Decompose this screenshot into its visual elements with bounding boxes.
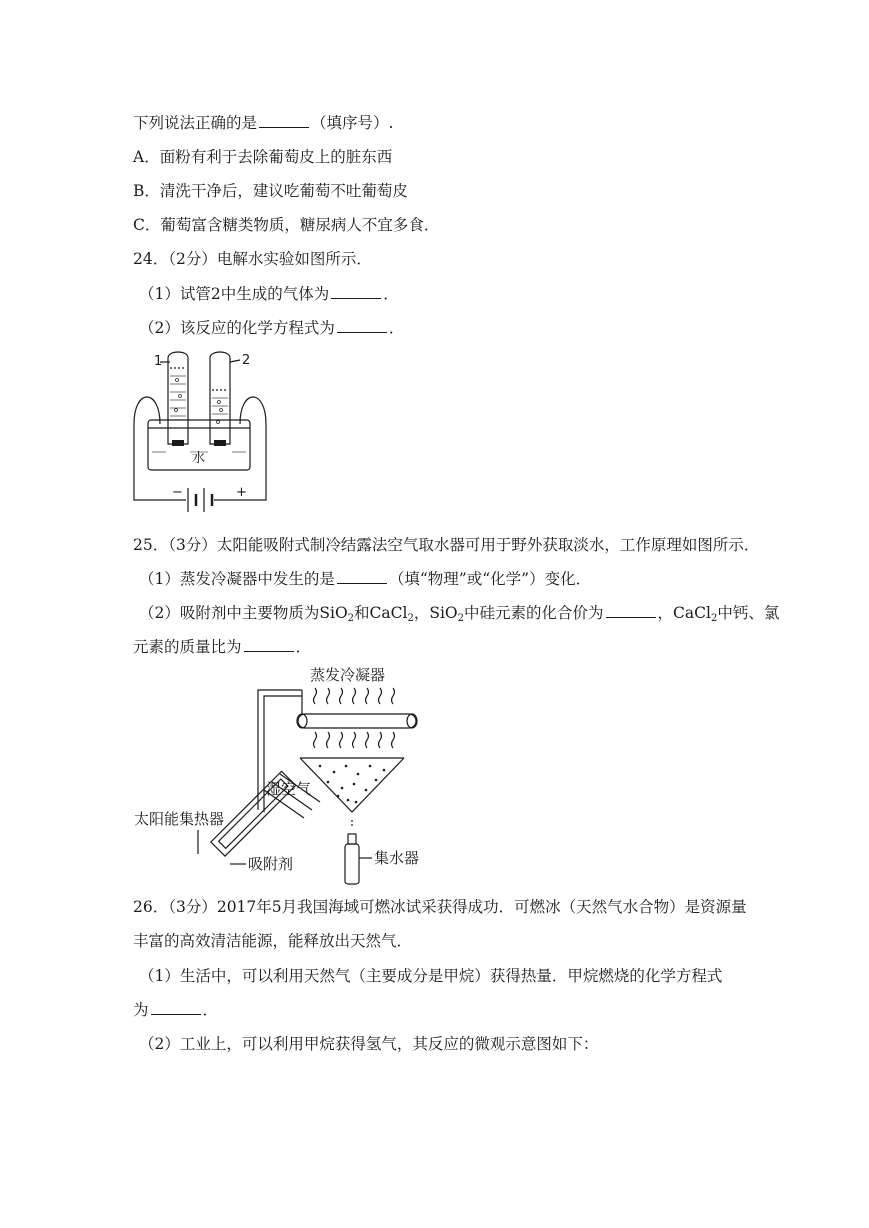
q23-option-c: C．葡萄富含糖类物质，糖尿病人不宜多食．: [133, 216, 440, 234]
answer-blank[interactable]: [337, 318, 387, 333]
q24-sub1: （1）试管2中生成的气体为 ．: [139, 285, 399, 303]
q26-title-line2: 丰富的高效清洁能源，能释放出天然气．: [133, 932, 413, 950]
answer-blank[interactable]: [606, 603, 656, 618]
answer-blank[interactable]: [337, 569, 387, 584]
water-collector-label: 集水器: [374, 849, 420, 867]
q25-sub2: （2）吸附剂中主要物质为SiO$_2$和CaCl$_2$，SiO$_2$中硅元素的化合价为 ，CaCl$_2$中钙、氯: [139, 604, 780, 624]
q26-title: 26．（3分）2017年5月我国海域可燃冰试采获得成功．可燃冰（天然气水合物）是资源量: [133, 898, 747, 916]
tube-2-label: 2: [242, 353, 251, 368]
q23-option-b: B．清洗干净后，建议吃葡萄不吐葡萄皮: [133, 182, 408, 200]
q25-title: 25．（3分）太阳能吸附式制冷结露法空气取水器可用于野外获取淡水，工作原理如图所示．: [133, 536, 760, 554]
q24-title: 24．（2分）电解水实验如图所示．: [133, 250, 372, 268]
q23-option-a: A．面粉有利于去除葡萄皮上的脏东西: [133, 148, 393, 166]
q25-sub1: （1）蒸发冷凝器中发生的是 （填“物理”或“化学”）变化．: [139, 570, 592, 588]
answer-blank[interactable]: [151, 1000, 201, 1015]
positive-terminal: +: [236, 485, 247, 500]
tube-1-label: 1: [154, 354, 163, 369]
q23-prompt: 下列说法正确的是 （填序号）.: [133, 114, 394, 132]
q26-sub2: （2）工业上，可以利用甲烷获得氢气，其反应的微观示意图如下：: [139, 1035, 599, 1053]
water-label: 水: [192, 451, 206, 466]
solar-water-collector-diagram: [130, 662, 450, 887]
q26-sub1: （1）生活中，可以利用天然气（主要成分是甲烷）获得热量．甲烷燃烧的化学方程式: [139, 967, 723, 985]
solar-collector-label: 太阳能集热器: [134, 810, 225, 828]
electrolysis-diagram: [130, 348, 270, 518]
negative-terminal: −: [172, 485, 183, 500]
condenser-label: 蒸发冷凝器: [310, 666, 386, 684]
wet-air-label: 湿空气: [266, 780, 312, 798]
q24-sub2: （2）该反应的化学方程式为 ．: [139, 319, 405, 337]
q25-sub2-line2: 元素的质量比为 ．: [133, 638, 312, 656]
answer-blank[interactable]: [331, 284, 381, 299]
answer-blank[interactable]: [244, 637, 294, 652]
answer-blank[interactable]: [259, 113, 309, 128]
adsorbent-label: 吸附剂: [248, 855, 294, 873]
q26-sub1-line2: 为 ．: [133, 1001, 219, 1019]
